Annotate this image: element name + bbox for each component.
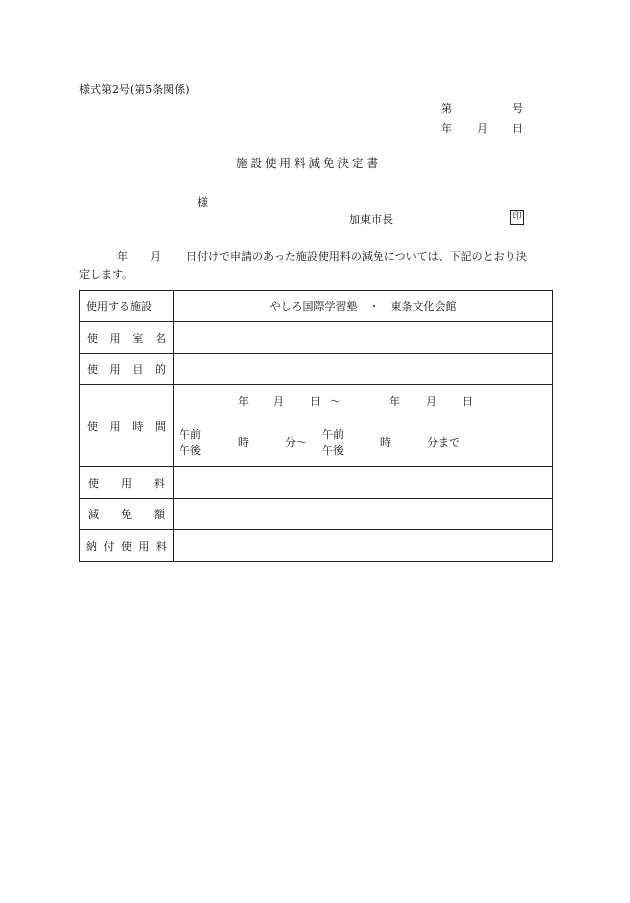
- label-char: 料: [154, 476, 165, 490]
- decision-table: [79, 290, 553, 562]
- to-pm: 午後: [322, 444, 344, 457]
- recipient-honorific: 様: [197, 196, 208, 209]
- row-label: [80, 385, 174, 467]
- form-reference: 様式第2号(第5条関係): [79, 83, 190, 96]
- document-title: 施設使用料減免決定書: [236, 156, 381, 170]
- label-char: 使: [87, 363, 98, 376]
- row-label: [80, 499, 174, 530]
- time-from-day: 日: [310, 395, 321, 408]
- label-char: 的: [154, 363, 166, 376]
- date-day: 日: [512, 122, 523, 135]
- label-char: 納: [86, 539, 97, 553]
- time-from-month: 月: [273, 395, 284, 408]
- body-year: 年: [117, 250, 128, 263]
- label-char: 時: [132, 419, 144, 433]
- table-row: [80, 322, 553, 354]
- facility-value: やしろ国際学習塾 ・ 東条文化会館: [174, 291, 553, 322]
- label-char: 使: [87, 331, 98, 345]
- body-text-line1: 日付けで申請のあった施設使用料の減免については、下記のとおり決: [186, 250, 527, 263]
- row-label: [80, 322, 174, 354]
- date-year: 年: [441, 122, 452, 135]
- to-hour: 時: [380, 436, 391, 449]
- label-char: 使: [121, 539, 132, 553]
- row-label: [80, 354, 174, 385]
- facility-label: 使用する施設: [86, 300, 152, 313]
- from-hour: 時: [238, 436, 249, 449]
- time-tilde: 〜: [330, 395, 341, 408]
- issuer-name: 加東市長: [349, 213, 393, 226]
- fee-value: [174, 467, 553, 499]
- number-suffix: 号: [512, 102, 523, 115]
- to-am: 午前: [322, 428, 344, 441]
- label-char: 額: [154, 508, 165, 521]
- seal-mark: 印: [510, 210, 524, 225]
- body-text-line2: 定します。: [79, 268, 134, 281]
- label-char: 用: [138, 539, 150, 553]
- from-minute: 分〜: [285, 436, 307, 449]
- reduction-value: [174, 499, 553, 530]
- label-char: 使: [87, 419, 98, 433]
- from-am: 午前: [179, 428, 201, 441]
- row-label: [80, 291, 174, 322]
- label-char: 室: [132, 331, 144, 345]
- label-char: 間: [154, 419, 166, 433]
- label-char: 減: [88, 508, 99, 521]
- row-label: [80, 467, 174, 499]
- label-char: 用: [109, 331, 121, 345]
- label-char: 目: [132, 363, 144, 376]
- payable-fee-value: [174, 530, 553, 562]
- label-char: 付: [103, 539, 115, 553]
- time-to-day: 日: [462, 395, 473, 408]
- room-name-value: [174, 322, 553, 354]
- label-char: 名: [154, 331, 166, 345]
- time-from-year: 年: [238, 395, 249, 408]
- from-pm: 午後: [179, 444, 201, 457]
- to-minute: 分まで: [427, 436, 460, 449]
- label-char: 用: [109, 363, 121, 376]
- label-char: 使: [88, 476, 99, 490]
- table-row: [80, 291, 553, 322]
- time-value-cell: [174, 385, 553, 467]
- label-char: 料: [156, 539, 167, 553]
- date-month: 月: [477, 122, 488, 135]
- purpose-value: [174, 354, 553, 385]
- number-prefix: 第: [441, 102, 452, 115]
- label-char: 用: [109, 419, 121, 433]
- row-label: [80, 530, 174, 562]
- label-char: 免: [121, 508, 132, 521]
- body-month: 月: [150, 250, 161, 263]
- time-to-month: 月: [426, 395, 437, 408]
- table-row: [80, 467, 553, 499]
- label-char: 用: [121, 476, 132, 490]
- table-row: [80, 530, 553, 562]
- table-row: [80, 354, 553, 385]
- table-row: [80, 385, 553, 467]
- table-row: [80, 499, 553, 530]
- time-to-year: 年: [389, 395, 400, 408]
